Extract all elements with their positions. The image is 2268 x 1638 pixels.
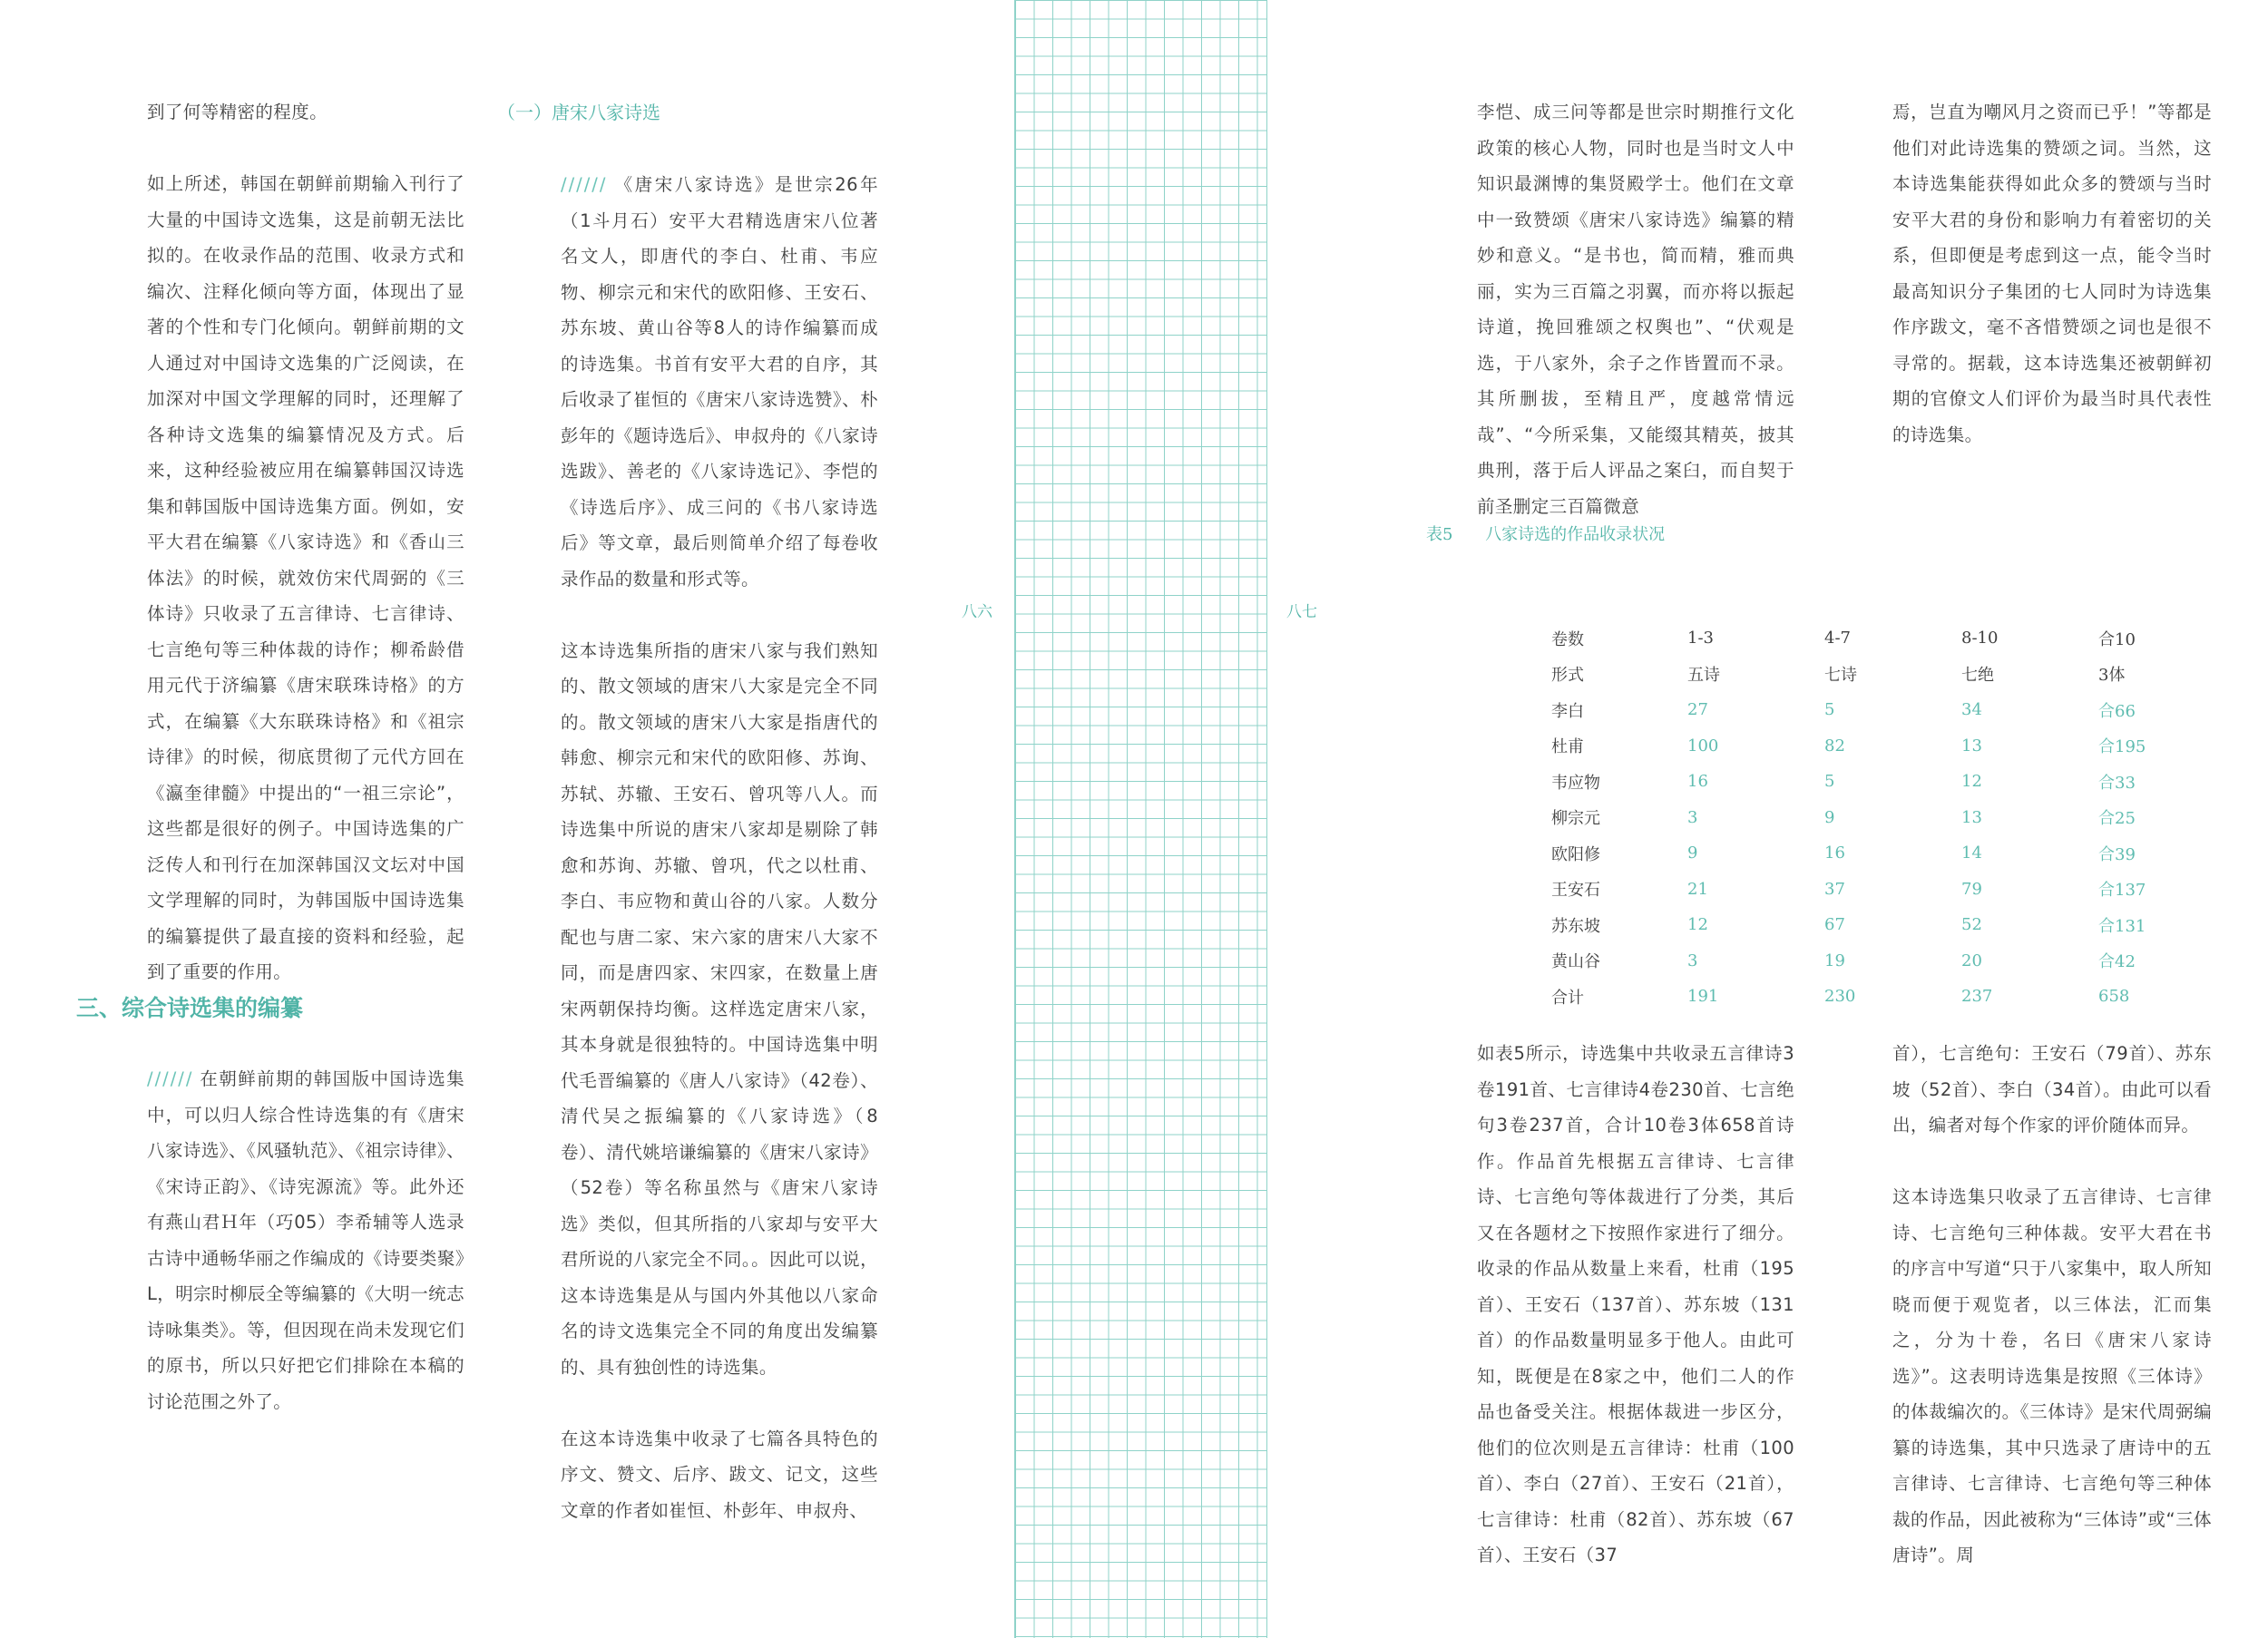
- table-caption-label: 表5: [1426, 525, 1453, 544]
- table-cell: 五诗: [1687, 666, 1720, 686]
- table-cell: 37: [1824, 879, 1845, 899]
- paragraph: 焉，岂直为嘲风月之资而已乎！”等都是他们对此诗选集的赞颂之词。当然，这本诗选集能获得如此众多的赞颂与当时安平大君的身份和影响力有着密切的关系，但即便是考虑到这一点，能令当时最高知识分子集团的七人同时为诗选集作序跋文，毫不吝惜赞颂之词也是很不寻常的。据载，这本诗选集还被朝鲜初期的官僚文人们评价为最当时具代表性的诗选集。: [1892, 102, 2212, 445]
- table-cell: 82: [1824, 736, 1845, 756]
- table-row: [1551, 728, 2235, 765]
- left-page-column-1: [147, 94, 464, 990]
- table-row: [1551, 943, 2235, 980]
- table-cell: 16: [1824, 843, 1845, 863]
- page-number-left: 八六: [962, 603, 992, 621]
- table-cell: 12: [1687, 915, 1708, 935]
- table-caption-title: 八家诗选的作品收录状况: [1485, 525, 1666, 544]
- paragraph: 如表5所示，诗选集中共收录五言律诗3卷191首、七言律诗4卷230首、七言绝句3卷237首，合计10卷3体658首诗作。作品首先根据五言律诗、七言律诗、七言绝句等体裁进行了分类，其后又在各题材之下按照作家进行了细分。收录的作品从数量上来看，杜甫（195首）、王安石（137首）、苏东坡（131首）的作品数量明显多于他人。由此可知，既便是在8家之中，他们二人的作品也备受关注。根据体裁进一步区分，他们的位次则是五言律诗：杜甫（100首）、李白（27首）、王安石（21首），七言律诗：杜甫（82首）、苏东坡（67首）、王安石（37: [1477, 1043, 1794, 1565]
- table-cell: 14: [1961, 843, 1982, 863]
- table-cell: 5: [1824, 772, 1835, 792]
- paragraph: 这本诗选集只收录了五言律诗、七言律诗、七言绝句三种体裁。安平大君在书的序言中写道“只于八家集中，取人所知晓而便于观览者，以三体法，汇而集之，分为十卷，名曰《唐宋八家诗选》”。这表明诗选集是按照《三体诗》的体裁编次的。《三体诗》是宋代周弼编纂的诗选集，其中只选录了唐诗中的五言律诗、七言律诗、七言绝句等三种体裁的作品，因此被称为“三体诗”或“三体唐诗”。周: [1892, 1186, 2212, 1565]
- table-row: [1551, 872, 2235, 908]
- table-cell: 合25: [2098, 809, 2136, 829]
- paragraph: 在这本诗选集中收录了七篇各具特色的序文、赞文、后序、跋文、记文，这些文章的作者如崔恒、朴彭年、申叔舟、: [561, 1428, 878, 1521]
- table-cell: 合42: [2098, 952, 2136, 972]
- table-cell: 230: [1824, 987, 1856, 1007]
- table-row: [1551, 907, 2235, 943]
- table-cell: 合66: [2098, 701, 2136, 721]
- table-cell: 12: [1961, 772, 1982, 792]
- sub-heading: （一）唐宋八家诗选: [497, 102, 660, 123]
- table-cell: 合计: [1551, 988, 1584, 1008]
- table-cell: 19: [1824, 951, 1845, 970]
- table-cell: 3: [1687, 807, 1698, 827]
- table-cell: 191: [1687, 987, 1719, 1007]
- table-cell: 20: [1961, 951, 1982, 970]
- table-cell: 杜甫: [1551, 737, 1584, 757]
- table-cell: 韦应物: [1551, 773, 1600, 793]
- table-cell: 13: [1961, 736, 1982, 756]
- paragraph: 如上所述，韩国在朝鲜前期输入刊行了大量的中国诗文选集，这是前朝无法比拟的。在收录作品的范围、收录方式和编次、注释化倾向等方面，体现出了显著的个性和专门化倾向。朝鲜前期的文人通过对中国诗文选集的广泛阅读，在加深对中国文学理解的同时，还理解了各种诗文选集的编纂情况及方式。后来，这种经验被应用在编纂韩国汉诗选集和韩国版中国诗选集方面。例如，安平大君在编纂《八家诗选》和《香山三体法》的时候，就效仿宋代周弼的《三体诗》只收录了五言律诗、七言律诗、七言绝句等三种体裁的诗作；柳希龄借用元代于济编纂《唐宋联珠诗格》的方式，在编纂《大东联珠诗格》和《祖宗诗律》的时候，彻底贯彻了元代方回在《瀛奎律髓》中提出的“一祖三宗论”，这些都是很好的例子。中国诗选集的广泛传人和刊行在加深韩国汉文坛对中国文学理解的同时，为韩国版中国诗选集的编纂提供了最直接的资料和经验，起到了重要的作用。: [147, 173, 464, 982]
- table-cell: 100: [1687, 736, 1719, 756]
- table-cell: 658: [2098, 987, 2130, 1007]
- table-header-row: [1551, 657, 2235, 693]
- table-cell: 52: [1961, 915, 1982, 935]
- table-cell: 合10: [2098, 629, 2136, 649]
- paragraph: 这本诗选集所指的唐宋八家与我们熟知的、散文领域的唐宋八大家是完全不同的。散文领域的唐宋八大家是指唐代的韩愈、柳宗元和宋代的欧阳修、苏询、苏轼、苏辙、王安石、曾巩等八人。而诗选集中所说的唐宋八家却是剔除了韩愈和苏询、苏辙、曾巩，代之以杜甫、李白、韦应物和黄山谷的八家。人数分配也与唐二家、宋六家的唐宋八大家不同，而是唐四家、宋四家，在数量上唐宋两朝保持均衡。这样选定唐宋八家，其本身就是很独特的。中国诗选集中明代毛晋编纂的《唐人八家诗》（42卷）、清代吴之振编纂的《八家诗选》（8卷）、清代姚培谦编纂的《唐宋八家诗》（52卷）等名称虽然与《唐宋八家诗选》类似，但其所指的八家却与安平大君所说的八家完全不同。。因此可以说，这本诗选集是从与国内外其他以八家命名的诗文选集完全不同的角度出发编纂的、具有独创性的诗选集。: [561, 639, 878, 1378]
- table-cell: 9: [1824, 807, 1835, 827]
- paragraph-marker: //////: [147, 1068, 194, 1089]
- table-cell: 21: [1687, 879, 1708, 899]
- table-header-row: [1551, 620, 2235, 657]
- works-table: [1551, 620, 2235, 1015]
- paragraph-text: 在朝鲜前期的韩国版中国诗选集中，可以归人综合性诗选集的有《唐宋八家诗选》、《风骚轨范》、《祖宗诗律》、《宋诗正韵》、《诗宪源流》等。此外还有燕山君Ｈ年（巧05）李希辅等人选录古诗中通畅华丽之作编成的《诗要类聚》L，明宗时柳辰全等编纂的《大明一统志诗咏集类》。等，但因现在尚未发现它们的原书，所以只好把它们排除在本稿的讨论范围之外了。: [147, 1068, 464, 1412]
- table-cell: 13: [1961, 807, 1982, 827]
- left-page-column-2: [561, 167, 878, 1528]
- table-cell: 67: [1824, 915, 1845, 935]
- table-row: [1551, 764, 2235, 800]
- table-row: [1551, 835, 2235, 872]
- paragraph: 首），七言绝句：王安石（79首）、苏东坡（52首）、李白（34首）。由此可以看出，编者对每个作家的评价随体而异。: [1892, 1043, 2212, 1136]
- paragraph: [561, 167, 878, 597]
- table-cell: 欧阳修: [1551, 844, 1600, 864]
- table-cell: 苏东坡: [1551, 916, 1600, 936]
- table-row: [1551, 692, 2235, 728]
- table-cell: 合195: [2098, 737, 2146, 757]
- table-cell: 李白: [1551, 701, 1584, 721]
- table-cell: 合39: [2098, 844, 2136, 864]
- table-cell: 七诗: [1824, 666, 1857, 686]
- table-cell: 3体: [2098, 666, 2126, 686]
- table-total-row: [1551, 979, 2235, 1015]
- table-cell: 5: [1824, 700, 1835, 720]
- paragraph: 李恺、成三问等都是世宗时期推行文化政策的核心人物，同时也是当时文人中知识最渊博的集贤殿学士。他们在文章中一致赞颂《唐宋八家诗选》编纂的精妙和意义。“是书也，简而精，雅而典丽，实为三百篇之羽翼，而亦将以振起诗道，挽回雅颂之权舆也”、“伏观是选，于八家外，余子之作皆置而不录。其所删拔，至精且严，度越常情远哉”、“今所采集，又能缀其精英，披其典刑，落于后人评品之案臼，而自契于前圣删定三百篇微意: [1477, 102, 1794, 517]
- table-caption: [1426, 522, 1665, 545]
- table-cell: 3: [1687, 951, 1698, 970]
- table-cell: 79: [1961, 879, 1982, 899]
- paragraph: 到了何等精密的程度。: [147, 102, 328, 122]
- table-cell: 王安石: [1551, 881, 1600, 901]
- page-number-right: 八七: [1286, 603, 1317, 621]
- left-page-column-1-lower: [147, 1061, 464, 1419]
- right-page-column-2-bottom: [1892, 1036, 2212, 1574]
- table-cell: 柳宗元: [1551, 809, 1600, 829]
- table-cell: 16: [1687, 772, 1708, 792]
- table-cell: 8-10: [1961, 629, 1999, 648]
- paragraph-text: 《唐宋八家诗选》是世宗26年（1斗月石）安平大君精选唐宋八位著名文人，即唐代的李白、杜甫、韦应物、柳宗元和宋代的欧阳修、王安石、苏东坡、黄山谷等8人的诗作编纂而成的诗选集。书首有安平大君的自序，其后收录了崔恒的《唐宋八家诗选赞》、朴彭年的《题诗选后》、申叔舟的《八家诗选跋》、善老的《八家诗选记》、李恺的《诗选后序》、成三问的《书八家诗选后》等文章，最后则简单介绍了每卷收录作品的数量和形式等。: [561, 174, 878, 590]
- section-heading: 三、综合诗选集的编纂: [76, 995, 304, 1021]
- table-cell: 卷数: [1551, 629, 1584, 649]
- gutter-grid: [1014, 0, 1267, 1638]
- table-cell: 黄山谷: [1551, 952, 1600, 972]
- table-row: [1551, 800, 2235, 836]
- right-page-column-1-top: [1477, 94, 1794, 524]
- table-cell: 34: [1961, 700, 1982, 720]
- table-cell: 237: [1961, 987, 1993, 1007]
- table-cell: 27: [1687, 700, 1708, 720]
- paragraph: [147, 1061, 464, 1419]
- table-cell: 9: [1687, 843, 1698, 863]
- table-cell: 1-3: [1687, 629, 1714, 648]
- paragraph-marker: //////: [561, 174, 608, 195]
- table-cell: 形式: [1551, 666, 1584, 686]
- table-cell: 合33: [2098, 773, 2136, 793]
- table-cell: 七绝: [1961, 666, 1994, 686]
- right-page-column-1-bottom: [1477, 1036, 1794, 1574]
- table-cell: 合137: [2098, 881, 2146, 901]
- table-cell: 4-7: [1824, 629, 1851, 648]
- table-cell: 合131: [2098, 916, 2146, 936]
- right-page-column-2-top: [1892, 94, 2212, 453]
